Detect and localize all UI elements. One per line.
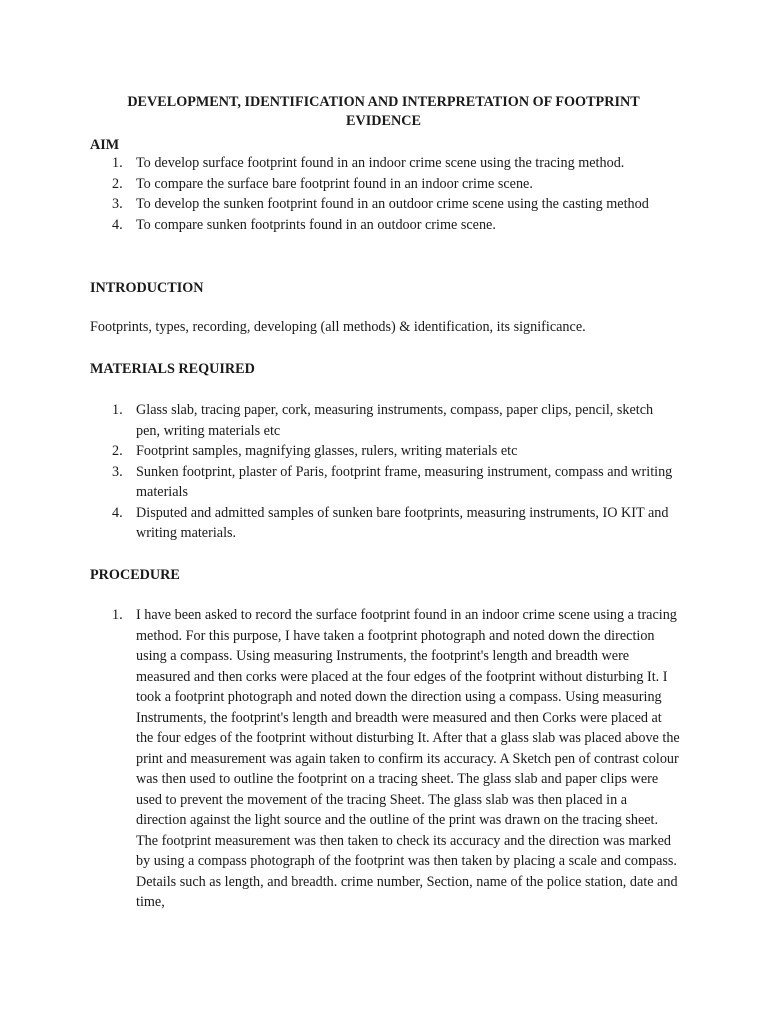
list-item-number: 2. (112, 175, 123, 192)
list-item (90, 400, 680, 441)
list-item-text: To compare sunken footprints found in an outdoor crime scene. (136, 216, 496, 233)
list-item (90, 605, 680, 913)
list-item (90, 441, 680, 462)
list-item (90, 462, 680, 503)
materials-heading: MATERIALS REQUIRED (90, 361, 255, 377)
list-item (90, 153, 680, 174)
list-item-number: 3. (112, 463, 123, 480)
list-item-number: 2. (112, 443, 123, 459)
procedure-heading: PROCEDURE (90, 567, 180, 583)
list-item-text: Glass slab, tracing paper, cork, measuring instruments, compass, paper clips, pencil, sketch pen, writing materials etc (136, 402, 654, 439)
list-item (90, 503, 680, 544)
list-item-number: 1. (112, 607, 123, 623)
list-item-text: I have been asked to record the surface footprint found in an indoor crime scene using a tracing method. For this purpose, I have taken a footprint photograph and noted down the direction using a compass. Using measuring Instruments, the footprint's length and breadth were measured and then corks were placed at the four edges of the footprint without disturbing It. I took a footprint photograph and noted down the direction using a compass. Using measuring Instruments, the footprint's length and breadth were measured and then Corks were placed at the four edges of the footprint without disturbing It. After that a glass slab was placed above the print and measurement was again taken to confirm its accuracy. A Sketch pen of contrast colour was then used to outline the footprint on a tracing sheet. The glass slab and paper clips were used to prevent the movement of the tracing Sheet. The glass slab was then placed in a direction against the light source and the outline of the print was drawn on the tracing sheet. The footprint measurement was then taken to check its accuracy and the direction was marked by using a compass photograph of the footprint was then taken by placing a scale and compass. Details such as length, and breadth. crime number, Section, name of the police station, date and time, (136, 607, 680, 910)
procedure-list (90, 605, 680, 913)
list-item-number: 3. (112, 196, 123, 212)
list-item-number: 1. (112, 402, 123, 418)
list-item (90, 174, 680, 195)
list-item-number: 4. (112, 504, 123, 521)
list-item-text: To develop the sunken footprint found in an outdoor crime scene using the casting method (136, 196, 649, 212)
list-item-text: Sunken footprint, plaster of Paris, footprint frame, measuring instrument, compass and writing materials (136, 463, 673, 500)
list-item-text: Disputed and admitted samples of sunken bare footprints, measuring instruments, IO KIT and writing materials. (136, 504, 669, 541)
aim-heading: AIM (90, 137, 120, 153)
list-item-text: Footprint samples, magnifying glasses, rulers, writing materials etc (136, 443, 518, 459)
document-title: DEVELOPMENT, IDENTIFICATION AND INTERPRETATION OF FOOTPRINT EVIDENCE (127, 94, 640, 129)
list-item (90, 194, 680, 215)
materials-list (90, 400, 680, 544)
introduction-text: Footprints, types, recording, developing (all methods) & identification, its significance. (90, 319, 586, 335)
list-item-text: To compare the surface bare footprint found in an indoor crime scene. (136, 175, 533, 192)
introduction-heading: INTRODUCTION (90, 280, 204, 296)
list-item (90, 215, 680, 236)
aim-list (90, 153, 680, 235)
list-item-number: 4. (112, 216, 123, 233)
list-item-text: To develop surface footprint found in an indoor crime scene using the tracing method. (136, 155, 625, 171)
list-item-number: 1. (112, 155, 123, 171)
